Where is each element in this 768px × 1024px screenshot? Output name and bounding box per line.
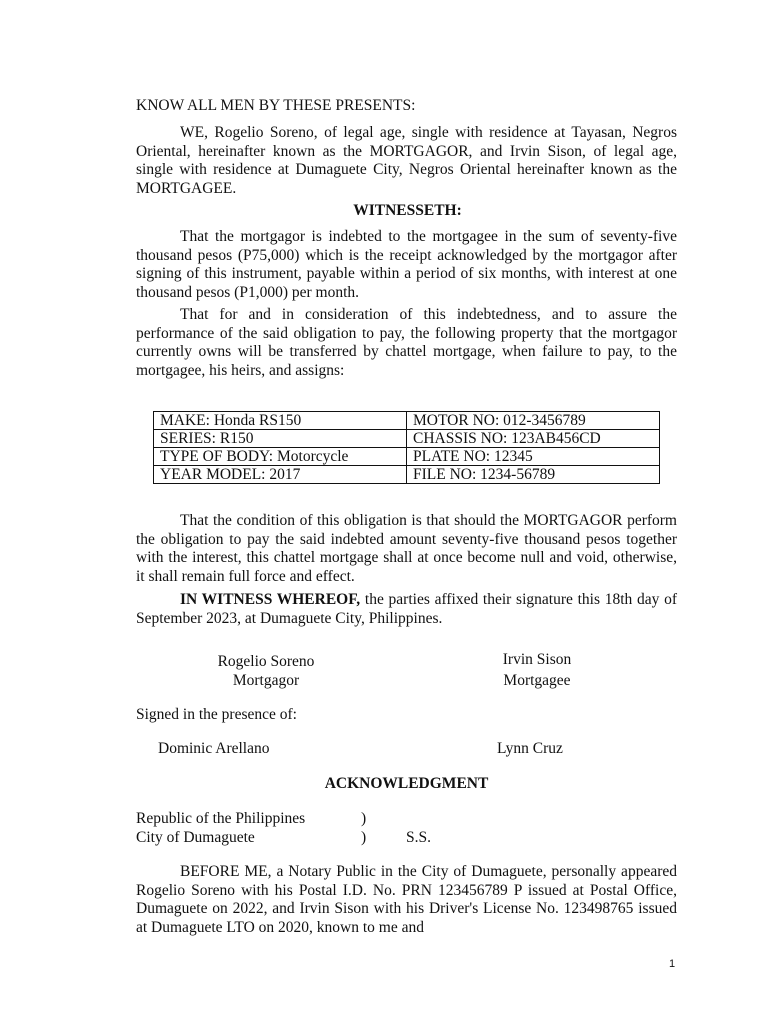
property-table [153, 411, 660, 484]
mortgagee-signature-block [482, 651, 592, 690]
table-cell: TYPE OF BODY: Motorcycle [154, 448, 407, 466]
table-cell: FILE NO: 1234-56789 [407, 466, 660, 484]
presence-label: Signed in the presence of: [136, 706, 297, 723]
venue-country: Republic of the Philippines [136, 810, 306, 827]
mortgagor-signature-block [196, 653, 336, 690]
venue-ss: S.S. [406, 829, 431, 846]
table-cell: PLATE NO: 12345 [407, 448, 660, 466]
venue-paren: ) [361, 810, 367, 827]
venue-city: City of Dumaguete [136, 829, 255, 846]
table-row [154, 430, 660, 448]
acknowledgment-heading: ACKNOWLEDGMENT [324, 775, 489, 792]
condition-paragraph: That the condition of this obligation is that should the MORTGAGOR perform the obligation to pay the said indebted amount seventy-five thousand pesos together with the interest, this chattel mortgage shall at once become null and void, otherwise, it shall remain full force and effect. [136, 512, 677, 585]
witness-whereof-paragraph: IN WITNESS WHEREOF, the parties affixed their signature this 18th day of September 2023, at Dumaguete City, Philippines. [136, 591, 678, 627]
table-cell: MOTOR NO: 012-3456789 [407, 412, 660, 430]
mortgagor-name: Rogelio Soreno [217, 653, 315, 670]
venue-paren: ) [361, 829, 367, 846]
table-cell: CHASSIS NO: 123AB456CD [407, 430, 660, 448]
witness-name: Lynn Cruz [497, 740, 563, 757]
witnesseth-heading: WITNESSETH: [353, 202, 462, 219]
witness-name: Dominic Arellano [158, 740, 270, 757]
mortgagor-role: Mortgagor [232, 671, 300, 689]
page-number: 1 [669, 958, 676, 970]
mortgagee-role: Mortgagee [503, 671, 571, 689]
table-row [154, 448, 660, 466]
notary-paragraph: BEFORE ME, a Notary Public in the City of Dumaguete, personally appeared Rogelio Soreno with his Postal I.D. No. PRN 123456789 P issued at Postal Office, Dumaguete on 2022, and Irvin Sison with his Driver's License No. 123498765 issued at Dumaguete LTO on 2020, known to me and [136, 863, 677, 936]
mortgagee-name: Irvin Sison [502, 651, 572, 668]
table-cell: SERIES: R150 [154, 430, 407, 448]
parties-paragraph: WE, Rogelio Soreno, of legal age, single with residence at Tayasan, Negros Oriental, hereinafter known as the MORTGAGOR, and Irvin Sison, of legal age, single with residence at Dumaguete City, Negros Oriental hereinafter known as the MORTGAGEE. [136, 124, 677, 197]
document-heading: KNOW ALL MEN BY THESE PRESENTS: [136, 97, 416, 114]
table-cell: MAKE: Honda RS150 [154, 412, 407, 430]
table-row [154, 412, 660, 430]
consideration-paragraph: That for and in consideration of this indebtedness, and to assure the performance of the said obligation to pay, the following property that the mortgagor currently owns will be transferred by chattel mortgage, when failure to pay, to the mortgagee, his heirs, and assigns: [136, 306, 677, 379]
table-cell: YEAR MODEL: 2017 [154, 466, 407, 484]
table-row [154, 466, 660, 484]
indebtedness-paragraph: That the mortgagor is indebted to the mortgagee in the sum of seventy-five thousand pesos (P75,000) which is the receipt acknowledged by the mortgagor after signing of this instrument, payable within a period of six months, with interest at one thousand pesos (P1,000) per month. [136, 228, 677, 301]
